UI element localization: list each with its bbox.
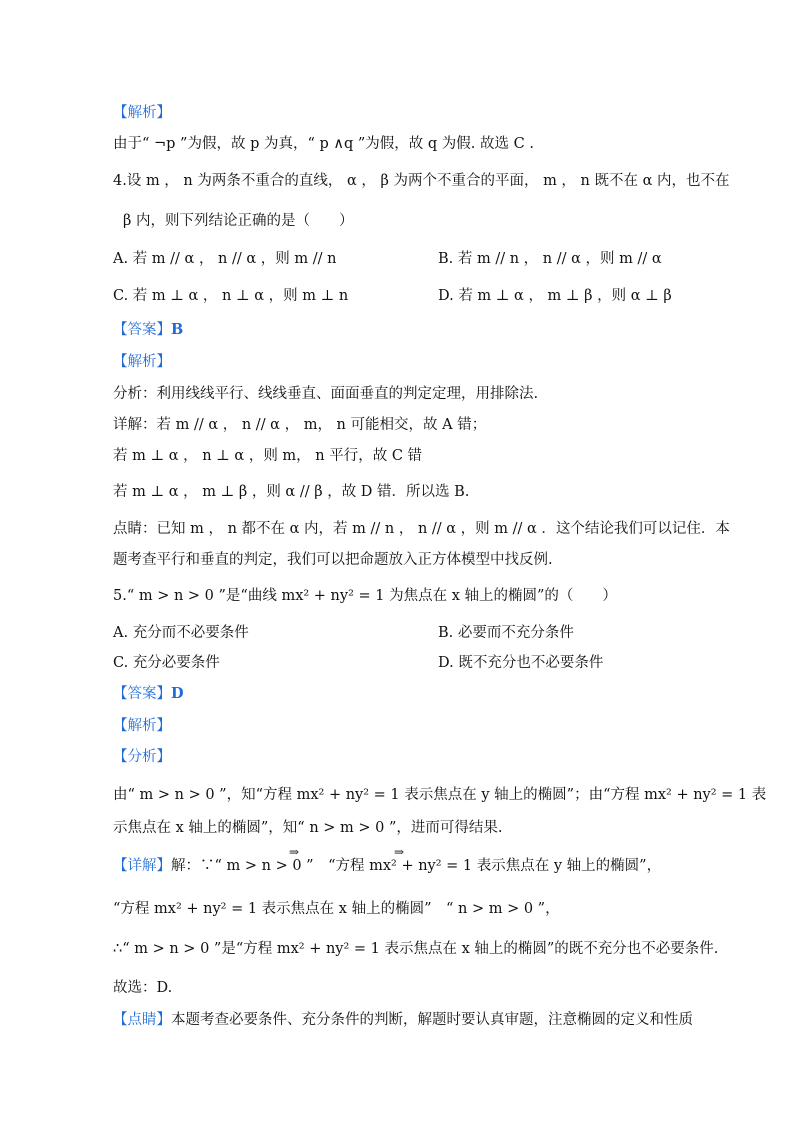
q4-comment-line-2: 题考查平行和垂直的判定，我们可以把命题放入正方体模型中找反例. [113, 552, 553, 568]
q4-analysis-tag [113, 352, 171, 372]
analysis-text-q3: 由于“ ¬p ”为假，故 p 为真，“ p ∧q ”为假，故 q 为假. 故选 C . [113, 136, 534, 152]
q5-conclusion: 故选：D. [113, 980, 173, 996]
q4-analysis-line-1: 分析：利用线线平行、线线垂直、面面垂直的判定定理，用排除法. [113, 386, 539, 402]
fenxi-tag-label: 【分析】 [113, 749, 171, 765]
implies-arrow-icon: ⇒ [289, 845, 300, 859]
dianjing-tag-label: 【点睛】 [113, 1012, 171, 1028]
q5-fenxi-tag [113, 747, 171, 767]
q5-dianjing [113, 1010, 693, 1030]
q5-analysis-tag [113, 716, 171, 736]
xiangjie-text-1: 解：∵“ m > n > 0 ” “方程 mx² + ny² = 1 表示焦点在 y 轴上的椭圆”， [171, 858, 662, 874]
analysis-tag-label: 【解析】 [113, 718, 171, 734]
q5-answer [113, 684, 184, 704]
implies-arrow-icon: ⇒ [394, 845, 405, 859]
q4-analysis-line-2: 详解：若 m // α ， n // α ， m， n 可能相交，故 A 错； [113, 417, 487, 433]
answer-value: B [171, 321, 184, 338]
answer-tag: 【答案】 [113, 322, 171, 338]
analysis-tag-q3 [113, 103, 171, 123]
q4-option-a: A. 若 m // α ， n // α ，则 m // n [113, 251, 337, 267]
q5-option-a: A. 充分而不必要条件 [113, 625, 249, 641]
q5-option-c: C. 充分必要条件 [113, 655, 220, 671]
q4-option-b: B. 若 m // n ， n // α ，则 m // α [438, 251, 662, 267]
q4-analysis-line-4: 若 m ⊥ α ， m ⊥ β ，则 α // β ，故 D 错．所以选 B. [113, 484, 470, 500]
xiangjie-tag-label: 【详解】 [113, 858, 171, 874]
q4-option-c: C. 若 m ⊥ α ， n ⊥ α ，则 m ⊥ n [113, 288, 349, 304]
analysis-tag-label: 【解析】 [113, 354, 171, 370]
q5-fenxi-line-1: 由“ m > n > 0 ”，知“方程 mx² + ny² = 1 表示焦点在 y 轴上的椭圆”；由“方程 mx² + ny² = 1 表 [113, 787, 767, 803]
q5-xiangjie-line-3: ∴“ m > n > 0 ”是“方程 mx² + ny² = 1 表示焦点在 x 轴上的椭圆”的既不充分也不必要条件. [113, 941, 719, 957]
q4-answer [113, 320, 183, 340]
answer-tag: 【答案】 [113, 686, 171, 702]
dianjing-text: 本题考查必要条件、充分条件的判断，解题时要认真审题，注意椭圆的定义和性质 [171, 1012, 693, 1028]
analysis-tag-label: 【解析】 [113, 105, 171, 121]
q4-option-d: D. 若 m ⊥ α ， m ⊥ β ，则 α ⊥ β [438, 288, 672, 304]
q4-comment-line-1: 点睛：已知 m ， n 都不在 α 内，若 m // n ， n // α ，则 m // α ．这个结论我们可以记住．本 [113, 521, 730, 537]
q5-xiangjie-line-1 [113, 856, 661, 876]
question-4-line-2: β 内，则下列结论正确的是（ ） [123, 213, 354, 229]
q5-fenxi-line-2: 示焦点在 x 轴上的椭圆”，知“ n > m > 0 ”，进而可得结果. [113, 820, 503, 836]
question-4-line-1: 4.设 m ， n 为两条不重合的直线， α ， β 为两个不重合的平面， m ， n 既不在 α 内，也不在 [113, 173, 730, 189]
q5-option-b: B. 必要而不充分条件 [438, 625, 574, 641]
answer-value: D [171, 685, 184, 702]
q4-analysis-line-3: 若 m ⊥ α ， n ⊥ α ，则 m， n 平行，故 C 错 [113, 448, 423, 464]
question-5-line-1: 5.“ m > n > 0 ”是“曲线 mx² + ny² = 1 为焦点在 x 轴上的椭圆”的（ ） [113, 588, 617, 604]
q5-xiangjie-line-2: “方程 mx² + ny² = 1 表示焦点在 x 轴上的椭圆” “ n > m > 0 ”， [113, 901, 560, 917]
q5-option-d: D. 既不充分也不必要条件 [438, 655, 604, 671]
